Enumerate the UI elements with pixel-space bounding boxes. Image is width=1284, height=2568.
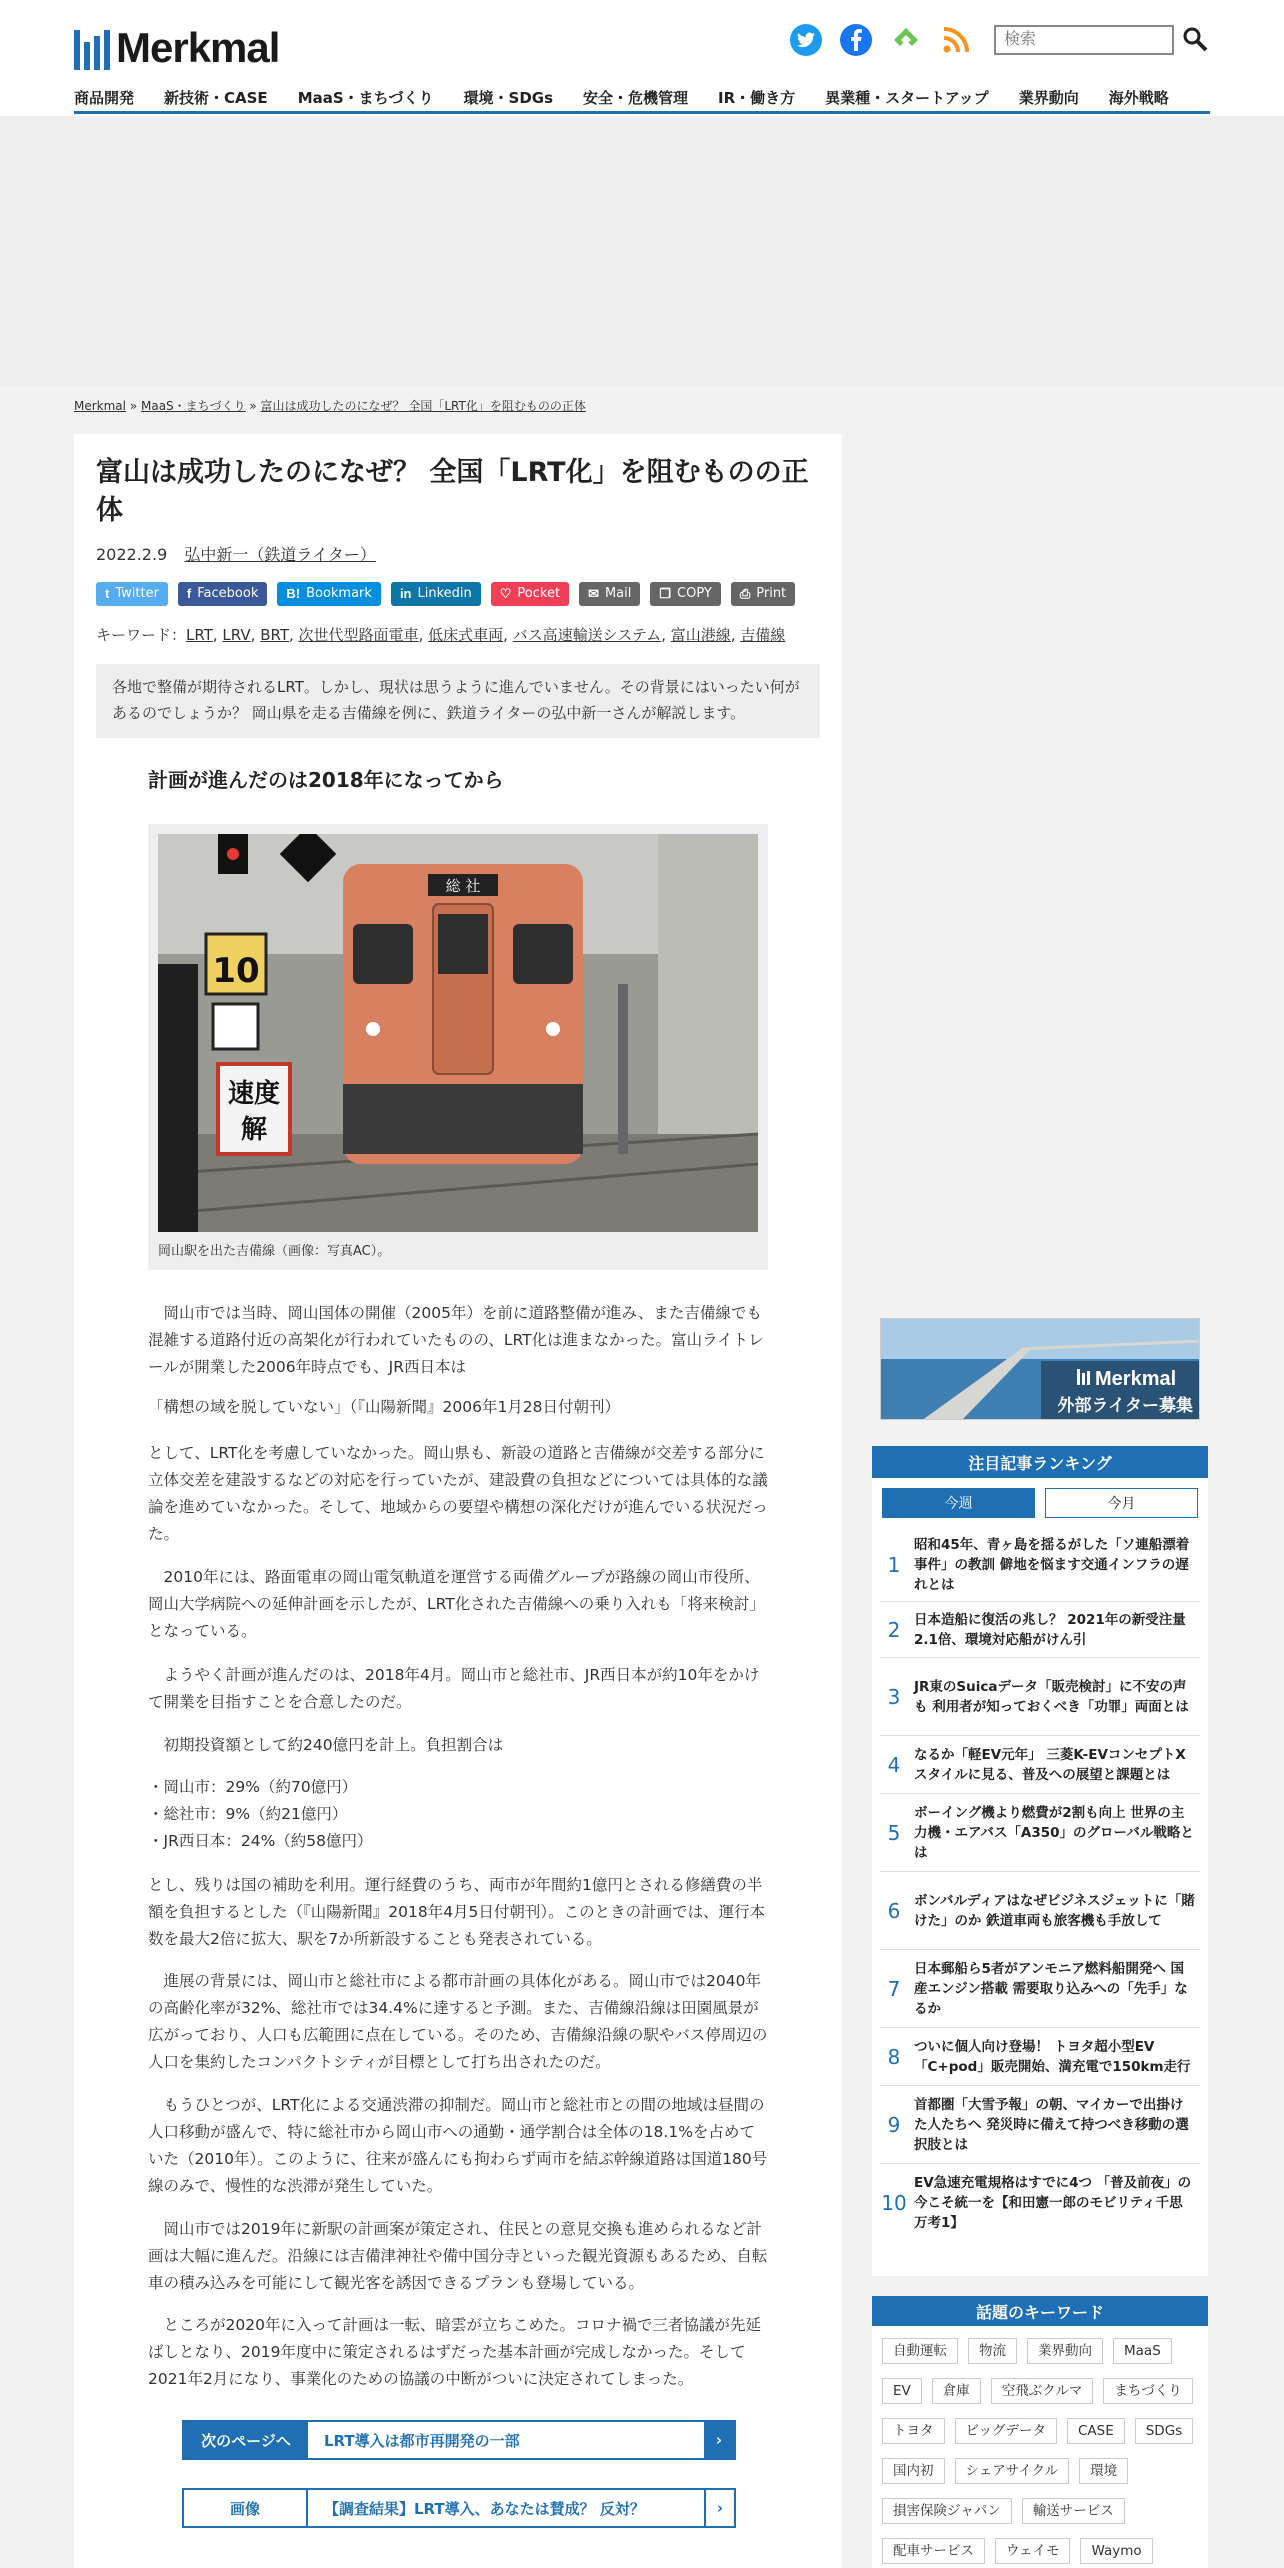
nav-item-maas[interactable]: MaaS・まちづくり [297, 89, 434, 107]
share-mail-button[interactable]: ✉ Mail [579, 582, 640, 606]
breadcrumb-home[interactable]: Merkmal [74, 399, 126, 413]
keyword-link[interactable]: 低床式車両 [428, 626, 504, 644]
banner-text: 外部ライター募集 [1057, 1396, 1193, 1416]
ranking-item-title: JR東のSuicaデータ「販売検討」に不安の声も 利用者が知っておくべき「功罪」両面とは [914, 1678, 1189, 1715]
article-date: 2022.2.9 [96, 545, 168, 564]
tab-this-month[interactable]: 今月 [1045, 1488, 1198, 1518]
share-pocket-button[interactable]: ♡ Pocket [491, 582, 569, 606]
paragraph: ところが2020年に入って計画は一転、暗雲が立ちこめた。コロナ禍で三者協議が先延ばしとなり、2019年度中に策定されるはずだった基本計画が完成しなかった。そして2021年2月になり、事業化のための協議の中断がついに決定されてしまった。 [148, 2316, 761, 2388]
share-linkedin-button[interactable]: in Linkedin [391, 582, 481, 606]
writer-recruit-banner[interactable] [880, 1318, 1200, 1420]
facebook-icon: f [186, 586, 192, 601]
paragraph: 初期投資額として約240億円を計上。負担割合は [148, 1736, 504, 1754]
mail-icon: ✉ [588, 586, 599, 601]
keyword-tag[interactable]: ビッグデータ [955, 2418, 1057, 2444]
keyword-tag[interactable]: 自動運転 [882, 2338, 958, 2364]
gallery-label: 画像 [184, 2490, 308, 2526]
keyword-tag[interactable]: CASE [1067, 2418, 1125, 2444]
paragraph: 「構想の域を脱していない」（『山陽新聞』2006年1月28日付朝刊） [148, 1398, 621, 1416]
keyword-link[interactable]: 次世代型路面電車 [298, 626, 419, 644]
ranking-item-title: 日本郵船ら5者がアンモニア燃料船開発へ 国産エンジン搭載 需要取り込みへの「先手」なるか [914, 1960, 1188, 2017]
ranking-item-title: ボーイング機より燃費が2割も向上 世界の主力機・エアバス「A350」のグローバル戦略とは [914, 1804, 1194, 1861]
logo-bars-icon [74, 30, 110, 70]
ranking-title: 注目記事ランキング [872, 1446, 1208, 1478]
ranking-item[interactable] [880, 1658, 1200, 1736]
paragraph: 岡山市では当時、岡山国体の開催（2005年）を前に道路整備が進み、また吉備線でも混雑する道路付近の高架化が行われていたものの、LRT化は進まなかった。富山ライトレールが開業した2006年時点でも、JR西日本は [148, 1304, 764, 1376]
paragraph: 2010年には、路面電車の岡山電気軌道を運営する両備グループが路線の岡山市役所、岡山大学病院への延伸計画を示したが、LRT化された吉備線への乗り入れも「将来検討」となっている。 [148, 1568, 765, 1640]
keyword-tag[interactable]: 業界動向 [1027, 2338, 1103, 2364]
share-copy-button[interactable]: ❐ COPY [650, 582, 720, 606]
keyword-tag[interactable]: 空飛ぶクルマ [991, 2378, 1094, 2404]
ranking-number: 7 [887, 1976, 901, 2001]
keyword-tag[interactable]: 輸送サービス [1022, 2498, 1125, 2524]
next-page-title: LRT導入は都市再開発の一部 [308, 2422, 704, 2458]
nav-item-ir[interactable]: IR・働き方 [718, 89, 796, 107]
article-title: 富山は成功したのになぜ？ 全国「LRT化」を阻むものの正体 [96, 457, 809, 526]
ranking-number: 9 [887, 2112, 901, 2137]
tab-this-week[interactable]: 今週 [882, 1488, 1035, 1518]
ranking-number: 6 [887, 1898, 901, 1923]
keyword-link[interactable]: LRV [222, 626, 251, 644]
nav-item-safety[interactable]: 安全・危機管理 [583, 89, 689, 107]
ranking-item-title: なるか「軽EV元年」 三菱K-EVコンセプトXスタイルに見る、普及への展望と課題とは [914, 1746, 1186, 1783]
ranking-widget [872, 1446, 1208, 2276]
keyword-tag[interactable]: 環境 [1079, 2458, 1128, 2484]
keyword-widget-title: 話題のキーワード [872, 2296, 1208, 2326]
paragraph: ようやく計画が進んだのは、2018年4月。岡山市と総社市、JR西日本が約10年をかけて開業を目指すことを合意したのだ。 [148, 1666, 760, 1711]
next-page-link[interactable] [182, 2420, 736, 2460]
keyword-tags [872, 2326, 1208, 2568]
print-icon: ⎙ [739, 586, 751, 601]
ranking-item[interactable] [880, 2164, 1200, 2242]
ranking-number: 1 [887, 1552, 901, 1577]
article-meta [96, 542, 376, 565]
keyword-tag[interactable]: まちづくり [1103, 2378, 1192, 2404]
article-keywords: キーワード：LRT, LRV, BRT, 次世代型路面電車, 低床式車両, バス高速輸送システム, 富山港線, 吉備線 [96, 626, 786, 644]
paragraph: 進展の背景には、岡山市と総社市による都市計画の具体化がある。岡山市では2040年の高齢化率が32%、総社市では34.4%に達すると予測。また、吉備線沿線は田園風景が広がっており、人口も広範囲に点在している。そのため、吉備線沿線の駅やバス停周辺の人口を集約したコンパクトシティが目標として打ち出されたのだ。 [148, 1972, 768, 2071]
ranking-tabs [872, 1478, 1208, 1528]
next-page-label: 次のページへ [184, 2422, 308, 2458]
logo-text: Merkmal [116, 24, 280, 71]
keyword-widget [872, 2296, 1208, 2568]
chevron-right-icon: › [704, 2490, 734, 2526]
share-twitter-button[interactable]: t Twitter [96, 582, 168, 606]
keyword-tag[interactable]: Waymo [1080, 2538, 1152, 2564]
breadcrumb-current[interactable]: 富山は成功したのになぜ？ 全国「LRT化」を阻むものの正体 [260, 399, 586, 413]
share-bookmark-button[interactable]: B! Bookmark [277, 582, 381, 606]
feedly-icon[interactable] [890, 24, 922, 56]
ranking-item[interactable] [880, 1872, 1200, 1950]
keyword-tag[interactable]: 損害保険ジャパン [882, 2498, 1012, 2524]
keyword-link[interactable]: BRT [260, 626, 289, 644]
keyword-tag[interactable]: ウェイモ [995, 2538, 1070, 2564]
keyword-tag[interactable]: SDGs [1135, 2418, 1193, 2444]
nav-item-product[interactable]: 商品開発 [74, 89, 135, 107]
share-print-button[interactable]: ⎙ Print [731, 582, 795, 606]
ranking-item[interactable] [880, 1950, 1200, 2028]
train-photo[interactable] [158, 834, 758, 1232]
twitter-icon[interactable] [790, 24, 822, 56]
speed-sign-text: 速度 [227, 1079, 281, 1109]
paragraph: とし、残りは国の補助を利用。運行経費のうち、両市が年間約1億円とされる修繕費の半額を負担するとした（『山陽新聞』2018年4月5日付朝刊）。このときの計画では、運行本数を最大2倍に拡大、駅を7か所新設することも発表されている。 [148, 1876, 766, 1948]
ranking-item-title: 首都圏「大雪予報」の朝、マイカーで出掛けた人たちへ 発災時に備えて持つべき移動の選択肢とは [914, 2096, 1189, 2153]
nav-item-environment[interactable]: 環境・SDGs [463, 89, 554, 107]
ranking-item-title: ついに個人向け登場！ トヨタ超小型EV「C+pod」販売開始、満充電で150km走行 [914, 2038, 1191, 2075]
breadcrumb-category[interactable]: MaaS・まちづくり [140, 399, 246, 413]
share-buttons [96, 582, 795, 606]
copy-icon: ❐ [659, 586, 672, 601]
rss-icon[interactable] [940, 24, 972, 56]
ranking-item[interactable] [880, 1528, 1200, 1602]
gallery-link[interactable] [182, 2488, 736, 2528]
nav-item-overseas[interactable]: 海外戦略 [1108, 89, 1169, 107]
section-heading: 計画が進んだのは2018年になってから [148, 768, 504, 792]
paragraph: として、LRT化を考慮していなかった。岡山県も、新設の道路と吉備線が交差する部分に立体交差を建設するなどの対応を行っていたが、建設費の負担などについては具体的な議論を進めていなかった。そして、地域からの要望や構想の深化だけが進んでいる状況だった。 [148, 1444, 768, 1543]
ranking-number: 2 [887, 1617, 901, 1642]
main-nav [74, 84, 1210, 114]
twitter-icon: t [105, 586, 110, 601]
keyword-link[interactable]: 吉備線 [740, 626, 786, 644]
ranking-number: 5 [887, 1820, 901, 1845]
article-lead: 各地で整備が期待されるLRT。しかし、現状は思うように進んでいません。その背景にはいったい何があるのでしょうか？ 岡山県を走る吉備線を例に、鉄道ライターの弘中新一さんが解説します。 [96, 664, 820, 738]
site-header [0, 0, 1284, 116]
ranking-item-title: 日本造船に復活の兆し？ 2021年の新受注量2.1倍、環境対応船がけん引 [914, 1611, 1186, 1648]
ranking-item[interactable] [880, 1736, 1200, 1794]
linkedin-icon: in [399, 586, 412, 601]
banner-logo: Merkmal [1095, 1368, 1177, 1390]
hatena-bookmark-icon: B! [286, 586, 301, 601]
breadcrumb: Merkmal » MaaS・まちづくり » 富山は成功したのになぜ？ 全国「LRT化」を阻むものの正体 [74, 399, 586, 413]
pocket-icon: ♡ [499, 586, 512, 601]
ranking-number: 8 [887, 2044, 901, 2069]
ranking-item-title: EV急速充電規格はすでに4つ 「普及前夜」の今こそ統一を【和田憲一郎のモビリティ千思万考1】 [914, 2175, 1192, 2231]
nav-item-tech-case[interactable]: 新技術・CASE [164, 89, 268, 107]
keyword-tag[interactable]: EV [882, 2378, 922, 2404]
paragraph: ・岡山市：29%（約70億円） ・総社市：9%（約21億円） ・JR西日本：24%（約58億円） [148, 1778, 373, 1850]
paragraph: 岡山市では2019年に新駅の計画案が策定され、住民との意見交換も進められるなど計画は大幅に進んだ。沿線には吉備津神社や備中国分寺といった観光資源もあるため、自転車の積み込みを可能にして観光客を誘因できるプランも登場している。 [148, 2220, 768, 2292]
paragraph: もうひとつが、LRT化による交通渋滞の抑制だ。岡山市と総社市との間の地域は昼間の人口移動が盛んで、特に総社市から岡山市への通勤・通学割合は全体の18.1%を占めていた（2010年）。このように、往来が盛んにも拘わらず両市を結ぶ幹線道路は国道180号線のみで、慢性的な渋滞が発生していた。 [148, 2096, 768, 2195]
speed-sign-text-2: 解 [240, 1115, 268, 1145]
gallery-title: 【調査結果】LRT導入、あなたは賛成？ 反対？ [308, 2490, 704, 2526]
ranking-item[interactable] [880, 2028, 1200, 2086]
keyword-tag[interactable]: 倉庫 [932, 2378, 981, 2404]
keyword-tag[interactable]: 物流 [968, 2338, 1017, 2364]
ranking-number: 4 [887, 1752, 901, 1777]
keyword-tag[interactable]: トヨタ [882, 2418, 945, 2444]
ranking-item[interactable] [880, 1794, 1200, 1872]
destination-sign: 総 社 [445, 877, 481, 895]
keyword-link[interactable]: 富山港線 [670, 626, 731, 644]
article-author[interactable]: 弘中新一（鉄道ライター） [184, 545, 376, 564]
keyword-link[interactable]: バス高速輸送システム [512, 626, 662, 644]
figure-caption: 岡山駅を出た吉備線（画像：写真AC）。 [158, 1244, 391, 1259]
ranking-item-title: 昭和45年、青ヶ島を揺るがした「ソ連船漂着事件」の教訓 僻地を悩ます交通インフラの遅れとは [914, 1536, 1190, 1593]
ranking-item[interactable] [880, 2086, 1200, 2164]
share-facebook-button[interactable]: f Facebook [178, 582, 267, 606]
nav-item-industry[interactable]: 業界動向 [1018, 89, 1079, 107]
ranking-number: 3 [887, 1684, 901, 1709]
keyword-tag[interactable]: 国内初 [882, 2458, 945, 2484]
chevron-right-icon: › [704, 2422, 734, 2458]
keyword-link[interactable]: LRT [186, 626, 213, 644]
search-input[interactable] [994, 25, 1174, 55]
site-logo[interactable] [74, 20, 279, 70]
article [74, 434, 842, 2568]
keyword-tag[interactable]: MaaS [1113, 2338, 1172, 2364]
ranking-number: 10 [881, 2191, 907, 2215]
ranking-item-title: ボンバルディアはなぜビジネスジェットに「賭けた」のか 鉄道車両も旅客機も手放して [914, 1892, 1195, 1929]
search-icon[interactable] [1182, 26, 1208, 52]
article-figure [148, 824, 768, 1270]
ranking-item[interactable] [880, 1602, 1200, 1658]
speed-sign-number: 10 [212, 951, 260, 991]
nav-item-startup[interactable]: 異業種・スタートアップ [825, 89, 989, 107]
keyword-tag[interactable]: シェアサイクル [955, 2458, 1070, 2484]
facebook-icon[interactable] [840, 24, 872, 56]
ad-space [0, 116, 1284, 386]
keyword-tag[interactable]: 配車サービス [882, 2538, 985, 2564]
